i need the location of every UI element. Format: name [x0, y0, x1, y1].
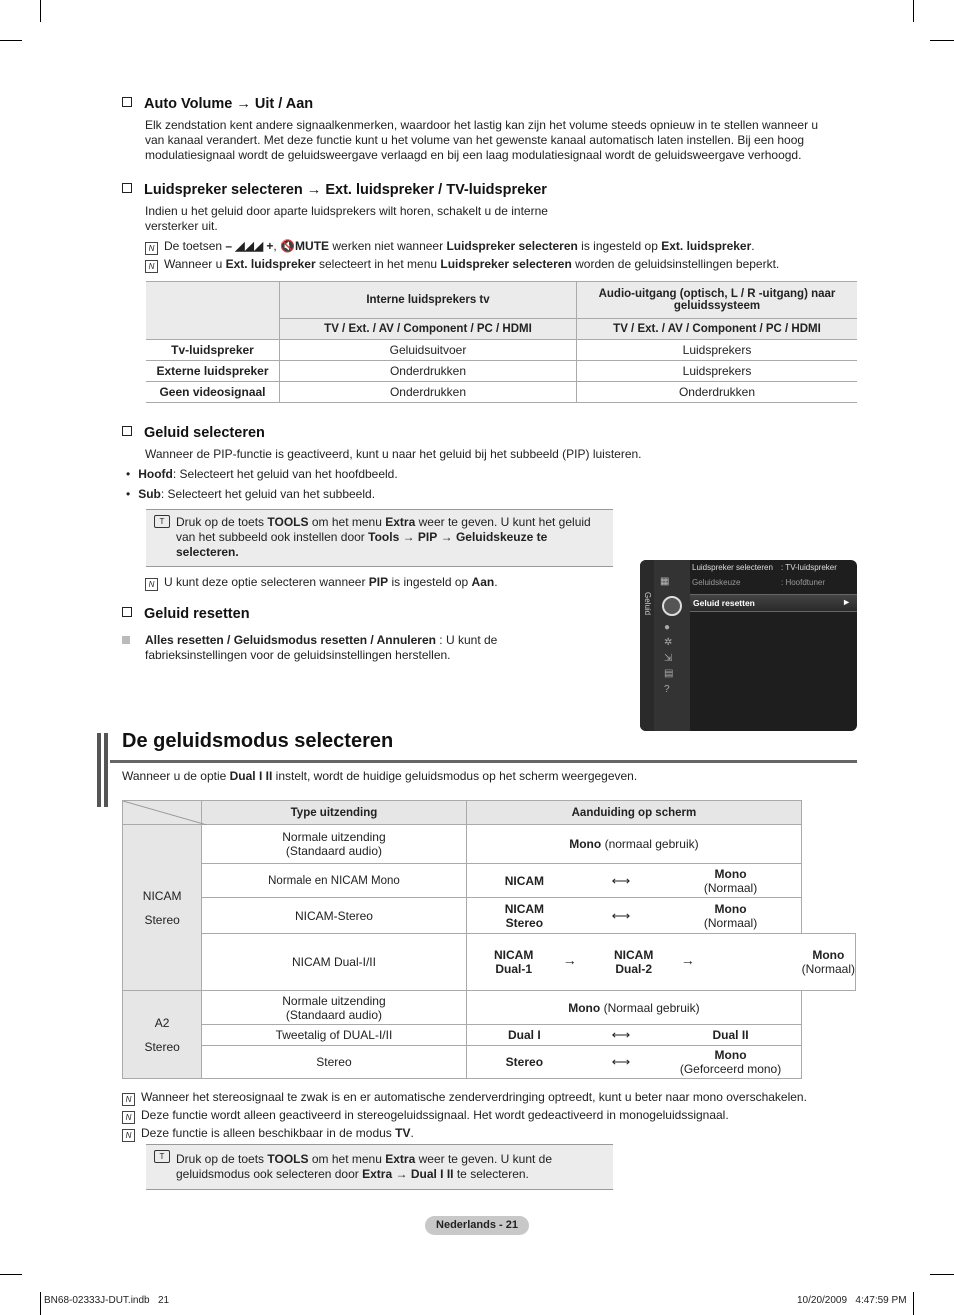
auto-volume-text: Elk zendstation kent andere signaalkenmerken, waardoor het lastig kan zijn het volume steeds opnieuw in te stellen wanneer u van kanaal verandert. Met deze functie kunt u het volume van het gewenste kanaal automatisch laten instellen. Bij een hoog modulatiesignaal wordt de geluidsweergave verlaagd en bij een laag modulatiesignaal wordt de geluidsweergave verhoogd.: [145, 118, 819, 162]
footer-file: BN68-02333J-DUT.indb 21: [44, 1295, 170, 1306]
checkbox-icon: [122, 183, 132, 193]
osd-row: Geluidskeuze : Hoofdtuner: [692, 578, 826, 587]
table-header: Audio-uitgang (optisch, L / R -uitgang) naar geluidssysteem: [577, 282, 858, 319]
table-row: Stereo Stereo ⟷ Mono (Geforceerd mono): [123, 1046, 856, 1079]
crop-mark: [930, 1274, 954, 1275]
osd-channel-icon: ●: [664, 622, 671, 633]
title-underline: [110, 760, 857, 763]
group-nicam: NICAM Stereo: [123, 825, 202, 991]
speaker-text-2: versterker uit.: [145, 219, 218, 233]
speaker-note-2: N Wanneer u Ext. luidspreker selecteert in het menu Luidspreker selecteren worden de geluidsinstellingen beperkt.: [145, 257, 779, 273]
tip-box: T Druk op de toets TOOLS om het menu Extra weer te geven. U kunt de geluidsmodus ook selecteren door Extra → Dual I II te selecteren.: [146, 1144, 613, 1190]
title-bar-deco: [97, 733, 101, 807]
tip-box: T Druk op de toets TOOLS om het menu Extra weer te geven. U kunt het geluid van het subbeeld ook instellen door Tools → PIP → Geluidskeuze te selecteren.: [146, 509, 613, 567]
checkbox-icon: [122, 97, 132, 107]
page-number-badge: Nederlands - 21: [425, 1216, 529, 1235]
speaker-note-1: N De toetsen – ◢◢◢ +, 🔇MUTE werken niet wanneer Luidspreker selecteren is ingesteld op Ext. luidspreker.: [145, 239, 755, 255]
tools-tip-icon: T: [154, 515, 170, 528]
arrow-right-icon: →: [680, 952, 695, 968]
diagonal-line: [123, 801, 207, 825]
speaker-text-1: Indien u het geluid door aparte luidsprekers wilt horen, schakelt u de interne: [145, 204, 548, 218]
table-row: NICAM Stereo Normale uitzending (Standaard audio) Mono (normaal gebruik): [123, 825, 856, 864]
crop-mark: [913, 1292, 914, 1315]
osd-arrow-right-icon: ►: [842, 597, 851, 607]
crop-mark: [0, 1274, 22, 1275]
select-sound-note: N U kunt deze optie selecteren wanneer PIP is ingesteld op Aan.: [145, 575, 498, 591]
arrow-both-icon: ⟷: [582, 1046, 660, 1079]
main-note-1: N Wanneer het stereosignaal te zwak is en er automatische zenderverdringing optreedt, kunt u beter naar mono overschakelen.: [122, 1090, 807, 1106]
main-intro: Wanneer u de optie Dual I II instelt, wordt de huidige geluidsmodus op het scherm weergegeven.: [122, 769, 638, 783]
osd-row: Luidspreker selecteren : TV-luidspreker: [692, 563, 837, 572]
main-note-3: N Deze functie is alleen beschikbaar in de modus TV.: [122, 1126, 414, 1142]
osd-setup-icon: ✲: [664, 637, 673, 648]
group-a2: A2 Stereo: [123, 991, 202, 1079]
reset-text-2: fabrieksinstellingen voor de geluidsinstellingen herstellen.: [145, 648, 451, 662]
checkbox-icon: [122, 426, 132, 436]
table-subheader: TV / Ext. / AV / Component / PC / HDMI: [280, 319, 577, 340]
speaker-table: [146, 281, 857, 403]
note-icon: N: [122, 1129, 135, 1142]
sound-mode-table: [122, 800, 856, 1079]
table-header: Type uitzending: [202, 801, 466, 825]
table-row: Externe luidspreker Onderdrukken Luidsprekers: [146, 361, 857, 382]
osd-input-icon: ⇲: [664, 653, 673, 664]
table-header: Aanduiding op scherm: [466, 801, 801, 825]
select-sound-text: Wanneer de PIP-functie is geactiveerd, kunt u naar het geluid bij het subbeeld (PIP) luisteren.: [145, 447, 642, 461]
arrow-both-icon: ⟷: [582, 1025, 660, 1046]
table-corner: [123, 801, 202, 825]
crop-mark: [40, 0, 41, 22]
table-header: Interne luidsprekers tv: [280, 282, 577, 319]
table-corner: [146, 282, 280, 340]
page-title: De geluidsmodus selecteren: [122, 730, 394, 752]
crop-mark: [40, 1292, 41, 1315]
heading-select-sound: Geluid selecteren: [122, 425, 265, 441]
note-icon: N: [122, 1111, 135, 1124]
arrow-both-icon: ⟷: [582, 898, 660, 934]
note-icon: N: [145, 242, 158, 255]
footer-date: 10/20/2009 4:47:59 PM: [797, 1295, 907, 1306]
table-row: NICAM-Stereo NICAM Stereo ⟷ Mono (Normaal): [123, 898, 856, 934]
crop-mark: [930, 40, 954, 41]
osd-selected-item[interactable]: Geluid resetten ►: [690, 594, 857, 612]
heading-auto-volume: Auto Volume → Uit / Aan: [122, 96, 313, 112]
bullet-sub: • Sub: Selecteert het geluid van het subbeeld.: [126, 487, 376, 501]
table-row: Tweetalig of DUAL-I/II Dual I ⟷ Dual II: [123, 1025, 856, 1046]
title-bar-deco: [104, 733, 108, 807]
square-bullet-icon: [122, 636, 130, 644]
crop-mark: [0, 40, 22, 41]
osd-application-icon: ▤: [664, 668, 674, 679]
table-subheader: TV / Ext. / AV / Component / PC / HDMI: [577, 319, 858, 340]
checkbox-icon: [122, 607, 132, 617]
main-note-2: N Deze functie wordt alleen geactiveerd in stereogeluidssignaal. Het wordt gedeactiveerd in monogeluidssignaal.: [122, 1108, 729, 1124]
arrow-both-icon: ⟷: [582, 864, 660, 898]
table-row: NICAM Dual-I/II NICAM Dual-1 → NICAM Dual-2 → Mono (Normaal): [123, 934, 856, 991]
table-row: A2 Stereo Normale uitzending (Standaard audio) Mono (Normaal gebruik): [123, 991, 856, 1025]
table-row: Geen videosignaal Onderdrukken Onderdrukken: [146, 382, 857, 403]
tv-osd-menu: [640, 560, 857, 731]
note-icon: N: [145, 578, 158, 591]
note-icon: N: [122, 1093, 135, 1106]
table-row: Tv-luidspreker Geluidsuitvoer Luidsprekers: [146, 340, 857, 361]
tools-tip-icon: T: [154, 1150, 170, 1163]
note-icon: N: [145, 260, 158, 273]
heading-speaker-select: Luidspreker selecteren → Ext. luidspreker / TV-luidspreker: [122, 182, 547, 198]
osd-sound-icon: [662, 596, 682, 616]
crop-mark: [913, 0, 914, 22]
bullet-main: • Hoofd: Selecteert het geluid van het hoofdbeeld.: [126, 467, 398, 481]
osd-picture-icon: ▦: [660, 576, 670, 587]
reset-text-1: Alles resetten / Geluidsmodus resetten / Annuleren : U kunt de: [122, 633, 497, 648]
osd-support-icon: ?: [664, 684, 670, 695]
heading-reset-sound: Geluid resetten: [122, 606, 250, 622]
table-row: Normale en NICAM Mono NICAM ⟷ Mono (Normaal): [123, 864, 856, 898]
osd-side-label: Geluid: [643, 592, 652, 616]
arrow-right-icon: →: [562, 952, 577, 968]
